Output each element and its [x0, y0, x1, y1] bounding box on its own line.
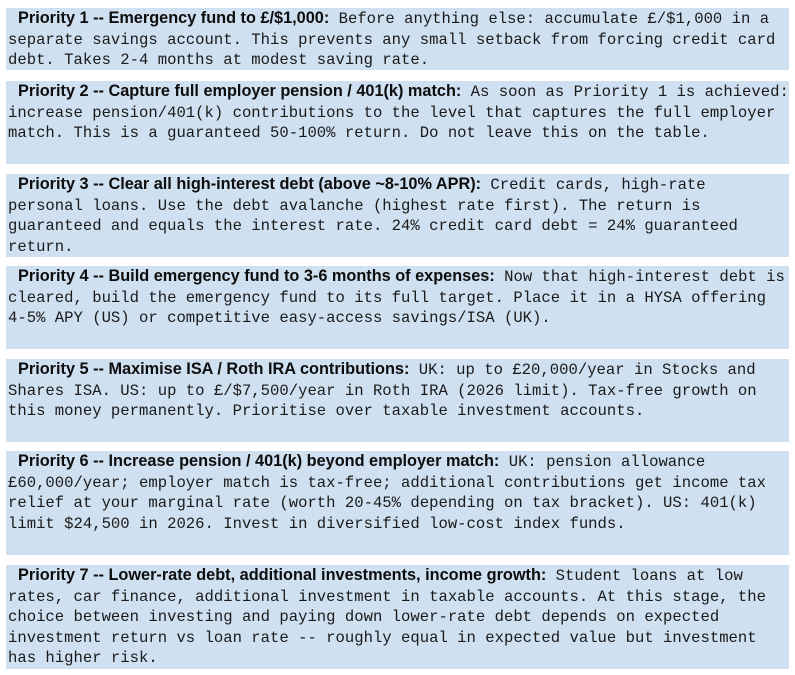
priority-item-5 [6, 359, 789, 442]
priority-heading: Priority 2 -- Capture full employer pension / 401(k) match: [18, 82, 462, 100]
priority-heading: Priority 3 -- Clear all high-interest debt (above ~8-10% APR): [18, 175, 482, 193]
priority-item-2 [6, 81, 789, 164]
priority-heading: Priority 1 -- Emergency fund to £/$1,000: [18, 9, 330, 27]
priority-item-6 [6, 451, 789, 555]
priority-item-3 [6, 174, 789, 257]
priority-item-4 [6, 266, 789, 349]
priority-text: Student loans at low rates, car finance, additional investment in taxable accounts. At this stage, the choice between investing and paying down lower-rate debt depends on expected investment return vs loan rate -- roughly equal in expected value but investment has higher risk. [8, 567, 766, 668]
priority-text: Credit cards, high-rate personal loans. Use the debt avalanche (highest rate first). The return is guaranteed and equals the interest rate. 24% credit card debt = 24% guaranteed return. [8, 176, 738, 256]
priority-item-1 [6, 8, 789, 70]
priority-heading: Priority 7 -- Lower-rate debt, additional investments, income growth: [18, 566, 547, 584]
priority-text: UK: up to £20,000/year in Stocks and Shares ISA. US: up to £/$7,500/year in Roth IRA (2026 limit). Tax-free growth on this money permanently. Prioritise over taxable investment accounts. [8, 361, 757, 421]
priority-text: Now that high-interest debt is cleared, build the emergency fund to its full target. Place it in a HYSA offering 4-5% APY (US) or competitive easy-access savings/ISA (UK). [8, 268, 785, 328]
priority-heading: Priority 5 -- Maximise ISA / Roth IRA contributions: [18, 360, 410, 378]
priority-item-7 [6, 565, 789, 669]
priority-text: As soon as Priority 1 is achieved: increase pension/401(k) contributions to the level that captures the full employer match. This is a guaranteed 50-100% return. Do not leave this on the table. [8, 83, 789, 143]
priority-text: Before anything else: accumulate £/$1,000 in a separate savings account. This prevents any small setback from forcing credit card debt. Takes 2-4 months at modest saving rate. [8, 10, 776, 70]
priority-heading: Priority 6 -- Increase pension / 401(k) beyond employer match: [18, 452, 500, 470]
priority-text: UK: pension allowance £60,000/year; employer match is tax-free; additional contributions get income tax relief at your marginal rate (worth 20-45% depending on tax bracket). US: 401(k) limit $24,500 in 2026. Invest in diversified low-cost index funds. [8, 453, 766, 533]
priority-heading: Priority 4 -- Build emergency fund to 3-6 months of expenses: [18, 267, 495, 285]
